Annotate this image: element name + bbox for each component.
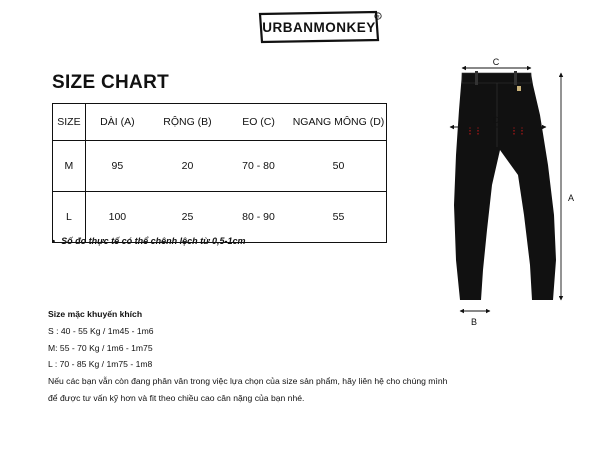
cell-hip: 55	[291, 192, 386, 243]
waistband	[462, 73, 531, 83]
cell-size: M	[53, 141, 86, 192]
recommendation-line: Nếu các bạn vẫn còn đang phân vân trong việc lựa chọn của size sản phẩm, hãy liên hệ cho chúng mình	[48, 376, 448, 387]
cell-hip: 50	[291, 141, 386, 192]
cell-waist: 70 - 80	[226, 141, 291, 192]
table-row	[53, 141, 387, 192]
brand-tag	[517, 86, 521, 91]
measure-b-label: B	[470, 317, 478, 327]
recommendation-line: để được tư vấn kỹ hơn và fit theo chiều cao cân nặng của bạn nhé.	[48, 392, 305, 403]
note-item: • Số đo thực tế có thể chênh lệch từ 0,5-1cm	[52, 236, 246, 246]
belt-loop	[514, 71, 517, 85]
table-row	[53, 192, 387, 243]
page-title: SIZE CHART	[52, 72, 169, 93]
svg-text:R: R	[376, 14, 380, 19]
measure-d-label: D	[492, 115, 500, 125]
header-width: RỘNG (B)	[149, 104, 226, 141]
header-size: SIZE	[53, 104, 86, 141]
recommendation-line: L : 70 - 85 Kg / 1m75 - 1m8	[48, 359, 153, 370]
cell-length: 95	[85, 141, 149, 192]
cell-waist: 80 - 90	[226, 192, 291, 243]
logo-text: URBANMONKEY	[262, 20, 376, 35]
table-header-row	[53, 104, 387, 141]
header-length: DÀI (A)	[85, 104, 149, 141]
recommendation-heading: Size mặc khuyến khích	[48, 309, 143, 319]
recommendation-line: S : 40 - 55 Kg / 1m45 - 1m6	[48, 325, 154, 336]
pants-silhouette	[454, 73, 556, 300]
brand-logo	[258, 10, 382, 44]
size-recommendation	[48, 306, 447, 407]
measure-a-label: A	[568, 193, 575, 203]
cell-width: 20	[149, 141, 226, 192]
cell-length: 100	[85, 192, 149, 243]
recommendation-line: M: 55 - 70 Kg / 1m6 - 1m75	[48, 342, 153, 353]
size-table	[52, 103, 387, 243]
measurement-note	[52, 236, 246, 246]
header-hip: NGANG MÔNG (D)	[291, 104, 386, 141]
header-waist: EO (C)	[226, 104, 291, 141]
cell-width: 25	[149, 192, 226, 243]
measure-c-label: C	[492, 57, 500, 67]
cell-size: L	[53, 192, 86, 243]
belt-loop	[475, 71, 478, 85]
pants-diagram	[440, 55, 585, 330]
